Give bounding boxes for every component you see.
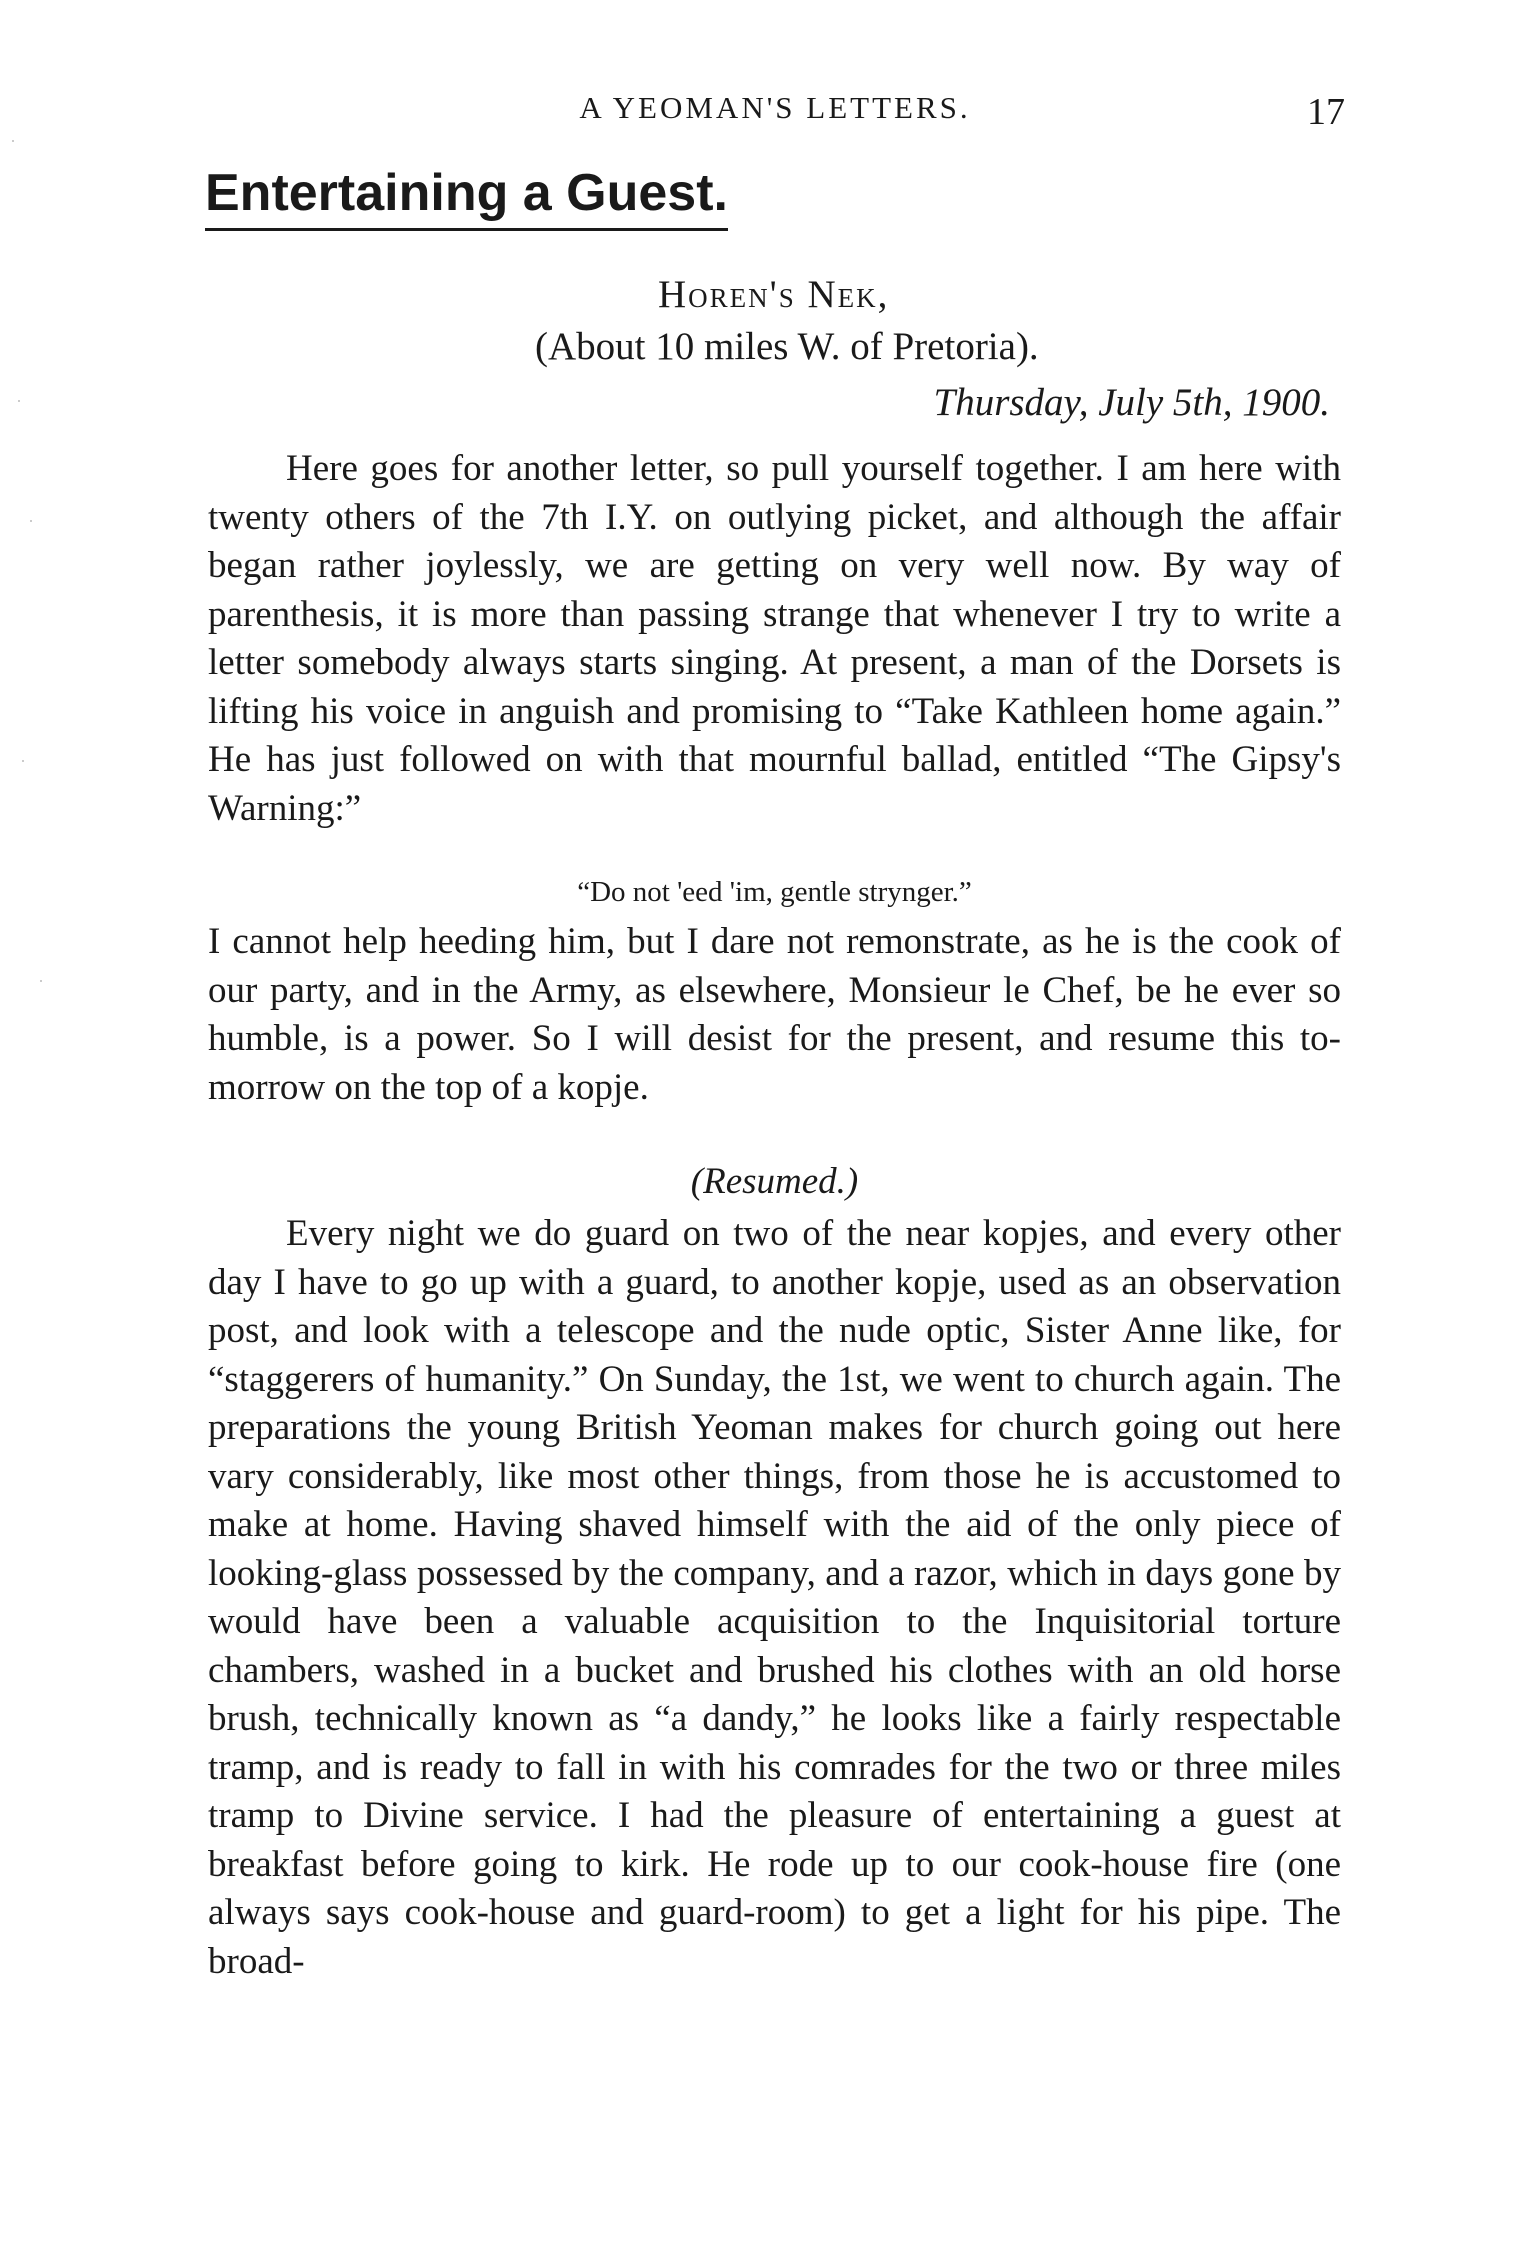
paragraph-3: Every night we do guard on two of the near kopjes, and every other day I have to go up with a guard, to another kopje, used as an observation post, and look with a telescope and the nude optic, Sister Anne like, for “staggerers of humanity.” On Sunday, the 1st, we went to church again. The preparations the young British Yeoman makes for church going out here vary considerably, like most other things, from those he is accustomed to make at home. Having shaved himself with the aid of the only piece of looking-glass possessed by the company, and a razor, which in days gone by would have been a valuable acquisition to the Inquisitorial torture chambers, washed in a bucket and brushed his clothes with an old horse brush, technically known as “a dandy,” he looks like a fairly respectable tramp, and is ready to fall in with his comrades for the two or three miles tramp to Divine service. I had the pleasure of entertaining a guest at breakfast before going to kirk. He rode up to our cook-house fire (one always says cook-house and guard-room) to get a light for his pipe. The broad- <box>208 1213 1341 1982</box>
page-number: 17 <box>1307 91 1345 133</box>
scan-speck <box>40 980 42 982</box>
scan-speck <box>22 760 24 762</box>
scan-speck <box>12 140 14 142</box>
running-head <box>205 90 1345 150</box>
scan-speck <box>30 520 32 522</box>
section-title: Entertaining a Guest. <box>205 165 728 231</box>
letter-date: Thursday, July 5th, 1900. <box>933 381 1330 424</box>
resumed-marker: (Resumed.) <box>690 1161 859 1202</box>
paragraph-1: Here goes for another letter, so pull yourself together. I am here with twenty others of the 7th I.Y. on outlying picket, and although the affair began rather joylessly, we are getting on very well now. By way of parenthesis, it is more than passing strange that whenever I try to write a letter somebody always starts singing. At present, a man of the Dorsets is lifting his voice in anguish and promising to “Take Kathleen home again.” He has just followed on with that mournful ballad, entitled “The Gipsy's Warning:” <box>208 448 1341 829</box>
running-head-title: A YEOMAN'S LETTERS. <box>579 90 971 125</box>
letter-place: Horen's Nek, <box>658 273 890 316</box>
scan-speck <box>18 400 20 402</box>
song-quote: “Do not 'eed 'im, gentle strynger.” <box>577 876 972 908</box>
margin-scan-specks <box>0 0 60 2263</box>
paragraph-2: I cannot help heeding him, but I dare not remonstrate, as he is the cook of our party, and in the Army, as elsewhere, Monsieur le Chef, be he ever so humble, is a power. So I will desist for the present, and resume this to-morrow on the top of a kopje. <box>208 921 1341 1108</box>
letter-place-note: (About 10 miles W. of Pretoria). <box>535 325 1039 368</box>
